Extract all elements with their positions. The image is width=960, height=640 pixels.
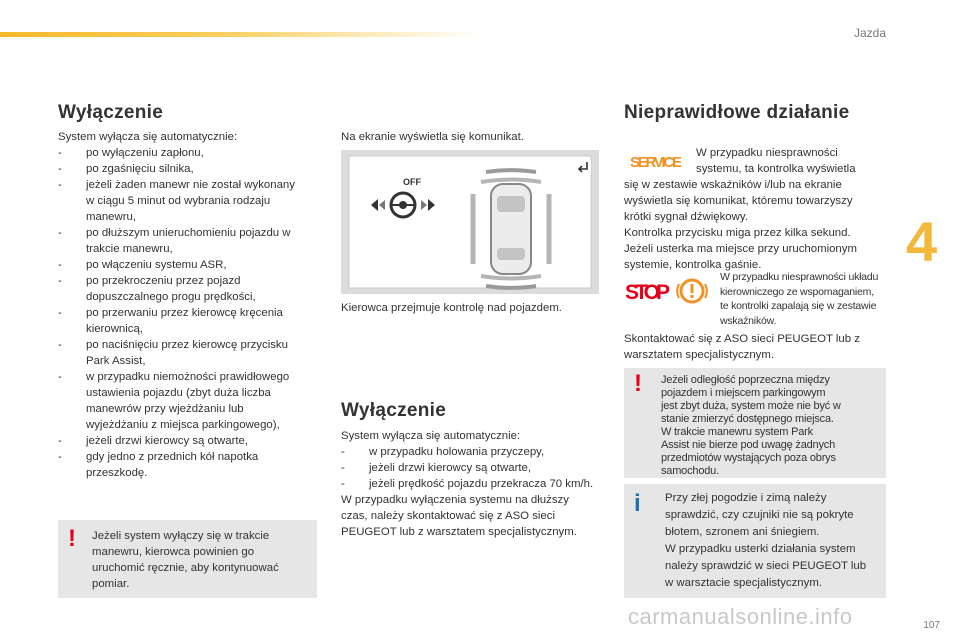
list-item-line: Park Assist, bbox=[86, 355, 146, 367]
list-item bbox=[58, 145, 316, 161]
off-label: OFF bbox=[403, 177, 421, 187]
paragraph-line: wyświetla się komunikat, któremu towarzyszy bbox=[624, 195, 853, 207]
note-line: W trakcie manewru system Park bbox=[661, 426, 813, 438]
list-item-line: ustawienia pojazdu (zbyt duża liczba bbox=[86, 387, 271, 399]
list-item bbox=[58, 449, 316, 481]
note-line: uruchomić ręcznie, aby kontynuować bbox=[92, 562, 279, 574]
list-item-line: trakcie manewru, bbox=[86, 243, 173, 255]
svg-text:STOP: STOP bbox=[625, 281, 670, 304]
list-item-line: jeżeli drzwi kierowcy są otwarte, bbox=[369, 462, 532, 474]
warning-icon: ! bbox=[68, 525, 76, 552]
list-item-line: manewrów przy wjeżdżaniu lub bbox=[86, 403, 244, 415]
bullet-dash: - bbox=[58, 147, 62, 159]
info-icon: i bbox=[634, 490, 641, 517]
list-item-line: po dłuższym unieruchomieniu pojazdu w bbox=[86, 227, 291, 239]
left-warning-note bbox=[58, 520, 317, 598]
paragraph-line: Skontaktować się z ASO sieci PEUGEOT lub z bbox=[624, 333, 860, 345]
note-line: manewru, kierowca powinien go bbox=[92, 546, 255, 558]
bullet-dash: - bbox=[341, 478, 345, 490]
paragraph-line: warsztatem specjalistycznym. bbox=[624, 349, 775, 361]
note-line: sprawdzić, czy czujniki nie są pokryte bbox=[665, 509, 854, 521]
bullet-dash: - bbox=[58, 307, 62, 319]
right-section-title: Nieprawidłowe działanie bbox=[624, 102, 850, 123]
paragraph-line: systemie, kontrolka gaśnie. bbox=[624, 259, 762, 271]
note-line: przedmiotów wystających poza obrys bbox=[661, 452, 836, 464]
watermark: carmanualsonline.info bbox=[628, 604, 853, 629]
right-para1-intro bbox=[696, 145, 886, 177]
bullet-dash: - bbox=[341, 462, 345, 474]
bullet-dash: - bbox=[58, 435, 62, 447]
note-line: Jeżeli system wyłączy się w trakcie bbox=[92, 530, 270, 542]
list-item-line: w przypadku niemożności prawidłowego bbox=[86, 371, 290, 383]
bullet-dash: - bbox=[58, 227, 62, 239]
note-line: pomiar. bbox=[92, 578, 130, 590]
list-item bbox=[341, 444, 603, 460]
right-contact bbox=[624, 331, 886, 363]
list-item-line: po zgaśnięciu silnika, bbox=[86, 163, 194, 175]
note-line: W przypadku usterki działania system bbox=[665, 543, 856, 555]
paragraph-line: krótki sygnał dźwiękowy. bbox=[624, 211, 748, 223]
bullet-dash: - bbox=[58, 275, 62, 287]
left-list bbox=[58, 145, 316, 481]
paragraph-line: W przypadku niesprawności układu bbox=[720, 271, 879, 283]
note-line: błotem, szronem ani śniegiem. bbox=[665, 526, 820, 538]
list-item-line: dopuszczalnego progu prędkości, bbox=[86, 291, 256, 303]
list-item bbox=[58, 257, 316, 273]
section-header: Jazda bbox=[853, 26, 886, 40]
steering-fault-icon bbox=[676, 276, 708, 306]
chapter-number: 4 bbox=[906, 210, 938, 273]
paragraph-line: czas, należy skontaktować się z ASO sieci bbox=[341, 510, 555, 522]
note-line: samochodu. bbox=[661, 465, 719, 477]
note-line: jest zbyt duża, system może nie być w bbox=[661, 400, 841, 412]
bullet-dash: - bbox=[58, 163, 62, 175]
list-item-line: gdy jedno z przednich kół napotka bbox=[86, 451, 259, 463]
list-item-line: jeżeli żaden manewr nie został wykonany bbox=[86, 179, 295, 191]
list-item-line: manewru, bbox=[86, 211, 137, 223]
list-item-line: po przekroczeniu przez pojazd bbox=[86, 275, 241, 287]
bullet-dash: - bbox=[341, 446, 345, 458]
parking-screen-svg bbox=[341, 150, 599, 294]
bullet-dash: - bbox=[58, 259, 62, 271]
paragraph-line: się w zestawie wskaźników i/lub na ekranie bbox=[624, 179, 842, 191]
service-warning-icon bbox=[628, 150, 684, 172]
list-item-line: jeżeli prędkość pojazdu przekracza 70 km/h. bbox=[369, 478, 594, 490]
bullet-dash: - bbox=[58, 371, 62, 383]
list-item bbox=[58, 273, 316, 305]
list-item-line: po naciśnięciu przez kierowcę przycisku bbox=[86, 339, 288, 351]
bullet-dash: - bbox=[58, 179, 62, 191]
right-warning-note bbox=[624, 368, 886, 478]
note-line: w warsztacie specjalistycznym. bbox=[665, 577, 822, 589]
middle-intro: System wyłącza się automatycznie: bbox=[341, 430, 521, 442]
list-item-line: po przerwaniu przez kierowcę kręcenia bbox=[86, 307, 283, 319]
list-item bbox=[58, 225, 316, 257]
stop-warning-icon bbox=[624, 277, 672, 305]
paragraph-line: systemu, ta kontrolka wyświetla bbox=[696, 163, 856, 175]
parking-screen-illustration bbox=[341, 150, 599, 294]
paragraph-line: kierowniczego ze wspomaganiem, bbox=[720, 285, 874, 298]
paragraph-line: Kontrolka przycisku miga przez kilka sekund. bbox=[624, 227, 851, 239]
middle-body bbox=[341, 428, 603, 540]
note-line: należy sprawdzić w sieci PEUGEOT lub bbox=[665, 560, 867, 572]
right-para1 bbox=[624, 177, 886, 273]
note-line: stanie zmierzyć dostępnego miejsca. bbox=[661, 413, 834, 425]
list-item bbox=[58, 161, 316, 177]
right-warning-text bbox=[661, 374, 883, 478]
middle-paragraph bbox=[341, 492, 603, 540]
list-item-line: jeżeli drzwi kierowcy są otwarte, bbox=[86, 435, 249, 447]
note-line: Jeżeli odległość poprzeczna między bbox=[661, 374, 830, 386]
list-item-line: po wyłączeniu zapłonu, bbox=[86, 147, 204, 159]
bullet-dash: - bbox=[58, 451, 62, 463]
list-item bbox=[58, 337, 316, 369]
list-item-line: wyjeżdżaniu z miejsca parkingowego), bbox=[86, 419, 280, 431]
note-line: pojazdem i miejscem parkingowym bbox=[661, 387, 826, 399]
paragraph-line: PEUGEOT lub z warsztatem specjalistycznym. bbox=[341, 526, 577, 538]
note-line: Assist nie bierze pod uwagę żadnych bbox=[661, 439, 835, 451]
return-icon bbox=[577, 160, 591, 174]
warning-icon: ! bbox=[634, 370, 642, 397]
right-info-note bbox=[624, 484, 886, 598]
paragraph-line: wskaźników. bbox=[720, 314, 777, 327]
right-stop-text bbox=[720, 270, 890, 328]
list-item-line: przeszkodę. bbox=[86, 467, 148, 479]
middle-list bbox=[341, 444, 603, 492]
paragraph-line: W przypadku niesprawności bbox=[696, 147, 838, 159]
paragraph-line: te kontrolki zapalają się w zestawie bbox=[720, 300, 877, 312]
list-item-line: w przypadku holowania przyczepy, bbox=[369, 446, 545, 458]
list-item bbox=[58, 177, 316, 225]
list-item bbox=[341, 460, 603, 476]
left-body bbox=[58, 129, 316, 481]
paragraph-line: W przypadku wyłączenia systemu na dłuższy bbox=[341, 494, 569, 506]
list-item-line: kierownicą, bbox=[86, 323, 143, 335]
note-line: Przy złej pogodzie i zimą należy bbox=[665, 492, 827, 504]
left-section-title: Wyłączenie bbox=[58, 102, 164, 123]
list-item bbox=[58, 433, 316, 449]
right-info-text bbox=[665, 490, 885, 592]
list-item bbox=[341, 476, 603, 492]
list-item bbox=[58, 305, 316, 337]
list-item bbox=[58, 369, 316, 433]
bullet-dash: - bbox=[58, 339, 62, 351]
screen-caption: Kierowca przejmuje kontrolę nad pojazdem. bbox=[341, 302, 562, 314]
left-note-text bbox=[92, 528, 314, 592]
header-accent-bar bbox=[0, 32, 480, 37]
paragraph-line: Jeżeli usterka ma miejsce przy uruchomionym bbox=[624, 243, 857, 255]
left-intro: System wyłącza się automatycznie: bbox=[58, 131, 238, 143]
list-item-line: po włączeniu systemu ASR, bbox=[86, 259, 227, 271]
screen-intro: Na ekranie wyświetla się komunikat. bbox=[341, 131, 524, 143]
middle-section-title: Wyłączenie bbox=[341, 400, 447, 421]
list-item-line: w ciągu 5 minut od wybrania rodzaju bbox=[86, 195, 271, 207]
page-number: 107 bbox=[923, 620, 940, 631]
svg-text:SERVICE: SERVICE bbox=[630, 154, 682, 171]
